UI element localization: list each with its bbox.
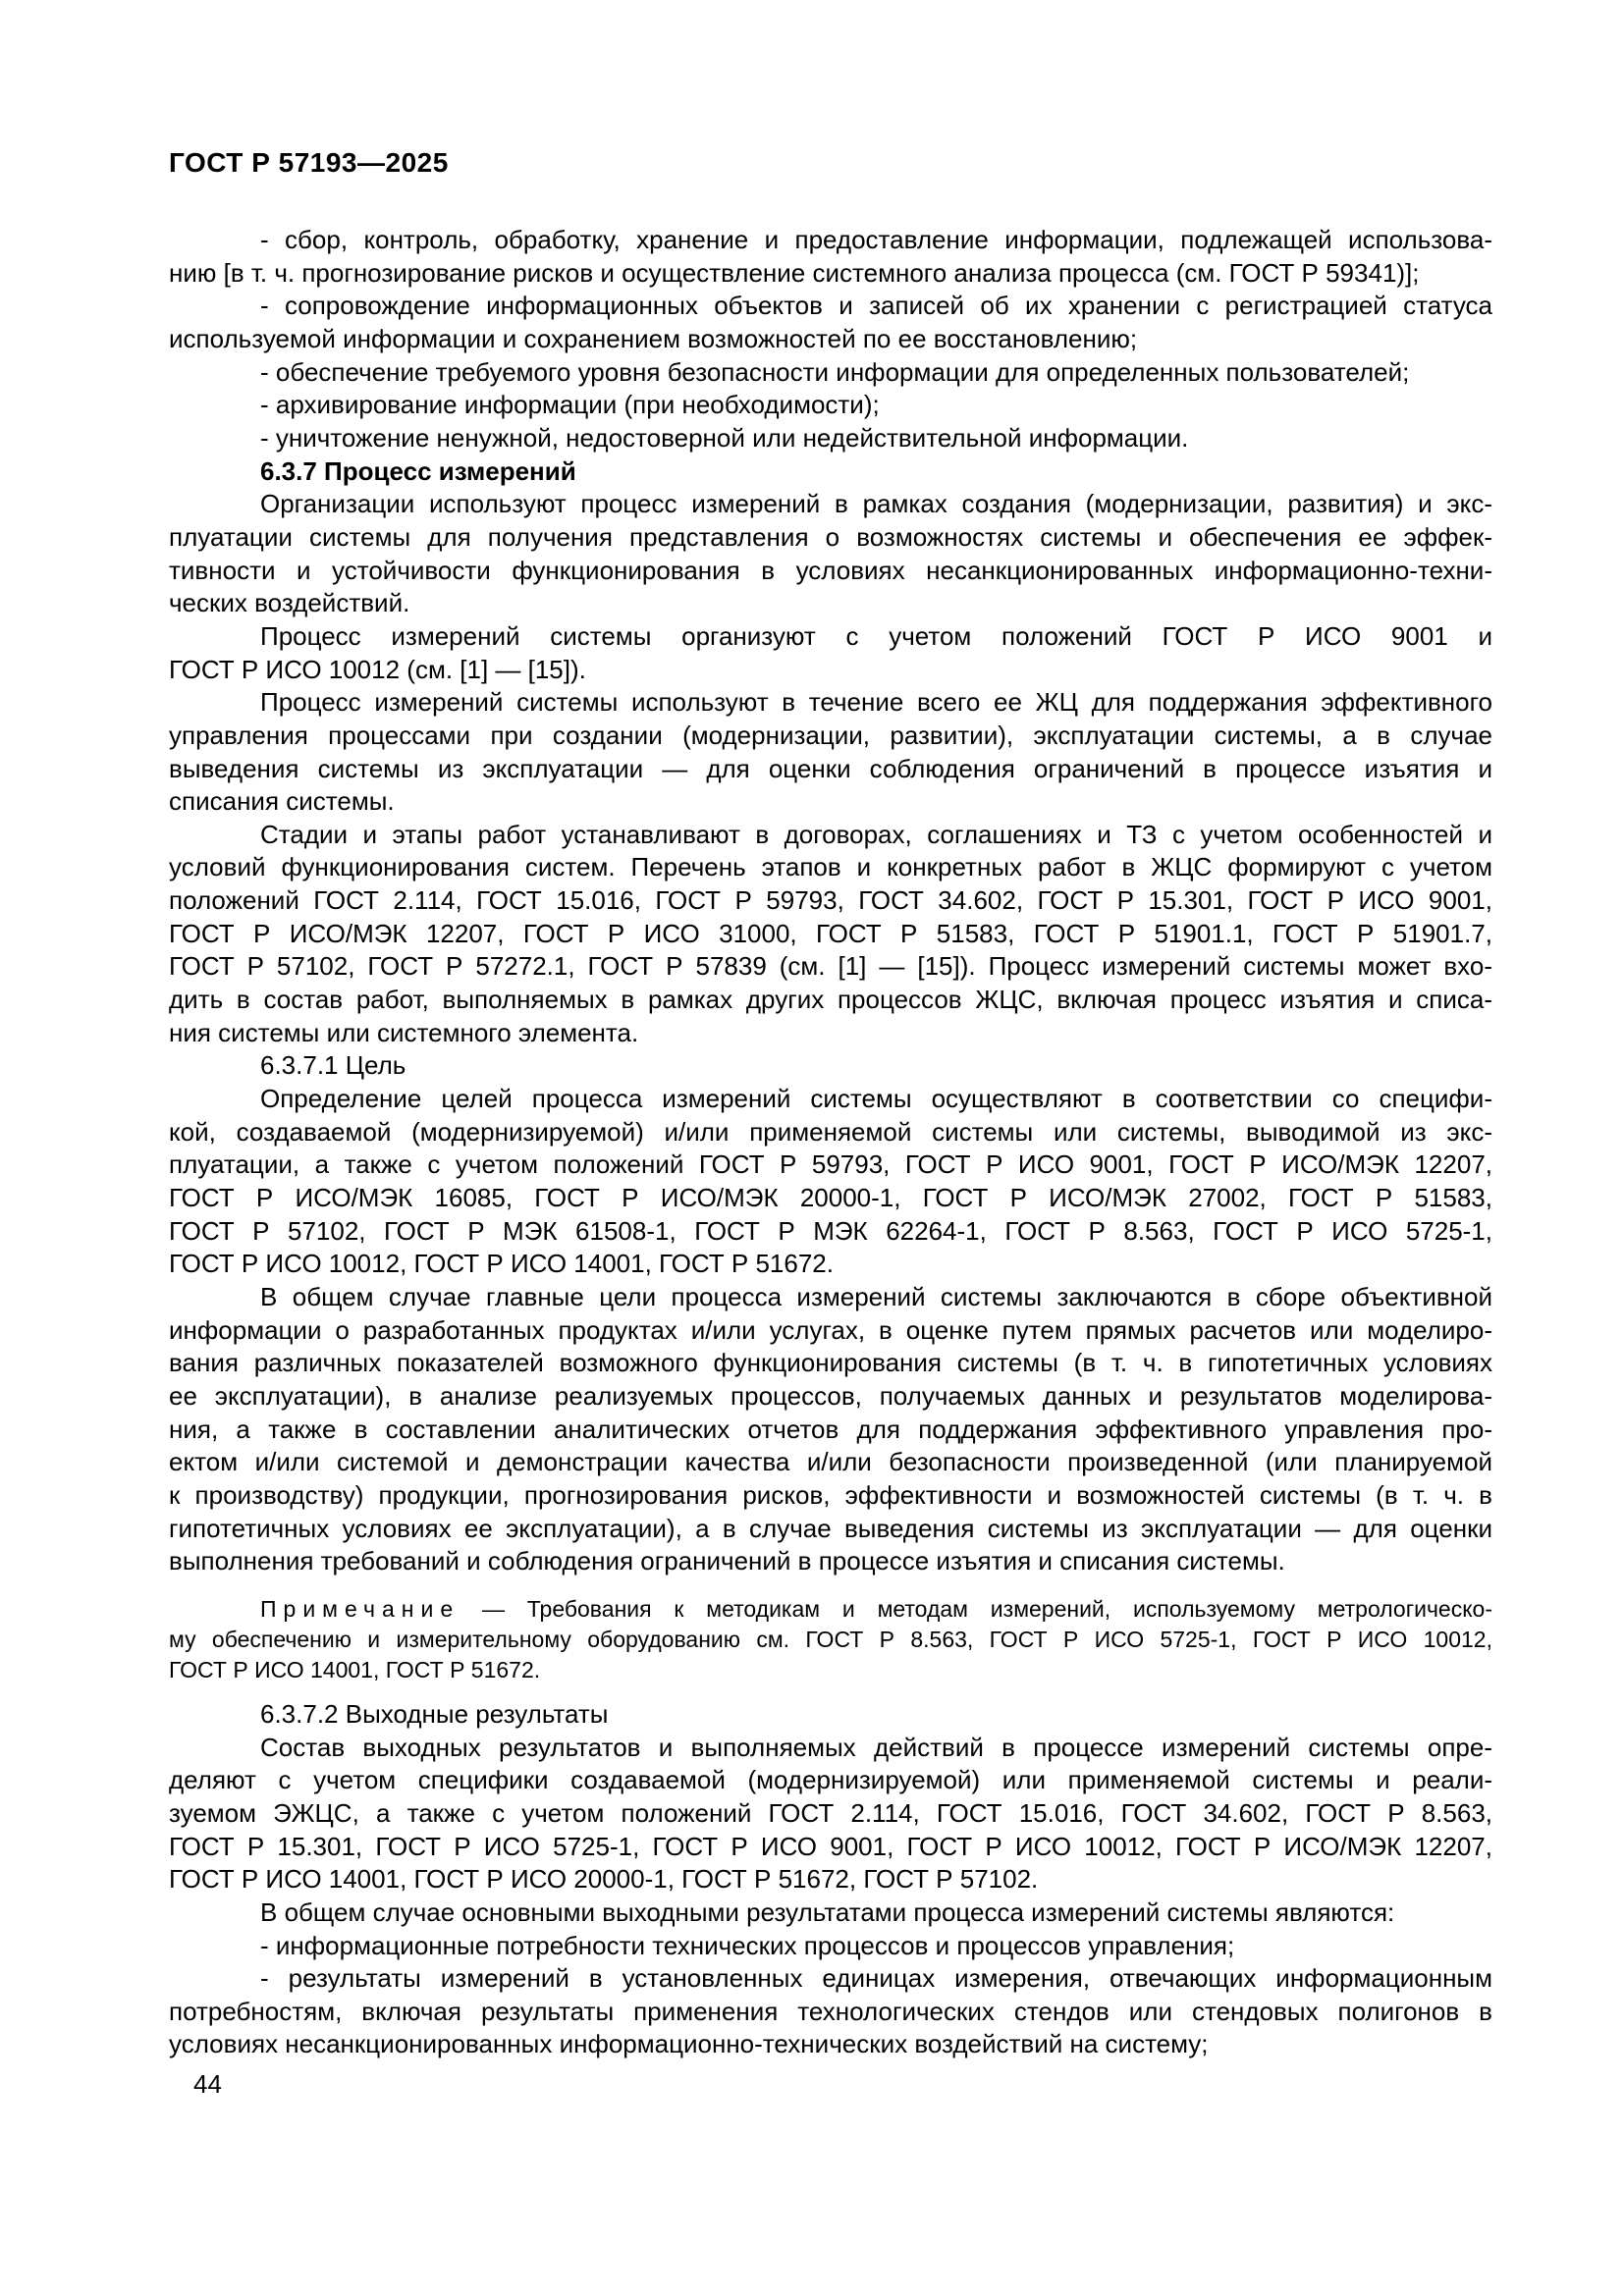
subsection-heading-6-3-7-2: 6.3.7.2 Выходные результаты <box>260 1698 609 1729</box>
page-number: 44 <box>193 2069 222 2099</box>
text-line: нию [в т. ч. прогнозирование рисков и осуществление системного анализа процесса (см. ГОСТ Р 59341)]; <box>169 257 1420 288</box>
text-line: ГОСТ Р ИСО/МЭК 16085, ГОСТ Р ИСО/МЭК 20000-1, ГОСТ Р ИСО/МЭК 27002, ГОСТ Р 51583, <box>169 1183 1492 1213</box>
text-line: ГОСТ Р 57102, ГОСТ Р МЭК 61508-1, ГОСТ Р МЭК 62264-1, ГОСТ Р 8.563, ГОСТ Р ИСО 5725-1, <box>169 1215 1492 1246</box>
list-item-line: - обеспечение требуемого уровня безопасности информации для определенных пользователей; <box>260 356 1410 387</box>
text-line: вания различных показателей возможного функционирования системы (в т. ч. в гипотетичных условиях <box>169 1348 1492 1378</box>
text-line: управления процессами при создании (модернизации, развитии), эксплуатации системы, а в случае <box>169 720 1492 750</box>
running-header-standard-number: ГОСТ Р 57193—2025 <box>169 147 449 178</box>
note-first-line <box>169 1594 1492 1625</box>
text-line: условиях несанкционированных информационно-технических воздействий на систему; <box>169 2029 1209 2059</box>
text-line: Процесс измерений системы организуют с учетом положений ГОСТ Р ИСО 9001 и <box>260 620 1492 651</box>
text-line: используемой информации и сохранением возможностей по ее восстановлению; <box>169 323 1138 353</box>
text-line: Определение целей процесса измерений системы осуществляют в соответствии со специфи- <box>260 1084 1492 1114</box>
text-line: ческих воздействий. <box>169 588 410 618</box>
list-item-line: - архивирование информации (при необходимости); <box>260 390 880 420</box>
text-line: ГОСТ Р ИСО 14001, ГОСТ Р ИСО 20000-1, ГОСТ Р 51672, ГОСТ Р 57102. <box>169 1864 1039 1895</box>
text-line: ГОСТ Р 15.301, ГОСТ Р ИСО 5725-1, ГОСТ Р ИСО 9001, ГОСТ Р ИСО 10012, ГОСТ Р ИСО/МЭК 12207, <box>169 1831 1492 1861</box>
text-line: ния системы или системного элемента. <box>169 1017 639 1047</box>
text-line: ее эксплуатации), в анализе реализуемых процессов, получаемых данных и результатов моделирова- <box>169 1380 1492 1411</box>
note-text-line: — Требования к методикам и методам измерений, используемому метрологическо- <box>460 1595 1492 1622</box>
text-line: ГОСТ Р ИСО 10012 (см. [1] — [15]). <box>169 654 586 684</box>
note-block <box>169 1594 1492 1685</box>
text-line: ГОСТ Р ИСО/МЭК 12207, ГОСТ Р ИСО 31000, ГОСТ Р 51583, ГОСТ Р 51901.1, ГОСТ Р 51901.7, <box>169 918 1492 948</box>
note-text-line: му обеспечению и измерительному оборудованию см. ГОСТ Р 8.563, ГОСТ Р ИСО 5725-1, ГОСТ Р ИСО 10012, <box>169 1626 1492 1652</box>
text-line: кой, создаваемой (модернизируемой) и/или применяемой системы или системы, выводимой из экс- <box>169 1116 1492 1147</box>
body-text-block <box>169 224 1492 2061</box>
text-line: ектом и/или системой и демонстрации качества и/или безопасности произведенной (или планируемой <box>169 1447 1492 1477</box>
list-item-line: - сопровождение информационных объектов и записей об их хранении с регистрацией статуса <box>260 291 1492 321</box>
text-line: дить в состав работ, выполняемых в рамках других процессов ЖЦС, включая процесс изъятия и списа- <box>169 985 1492 1015</box>
text-line: В общем случае основными выходными результатами процесса измерений системы являются: <box>260 1896 1395 1927</box>
note-text-line: ГОСТ Р ИСО 14001, ГОСТ Р 51672. <box>169 1656 541 1682</box>
text-line: Процесс измерений системы используют в течение всего ее ЖЦ для поддержания эффективного <box>260 687 1492 718</box>
text-line: зуемом ЭЖЦС, а также с учетом положений ГОСТ 2.114, ГОСТ 15.016, ГОСТ 34.602, ГОСТ Р 8.563, <box>169 1797 1492 1828</box>
text-line: условий функционирования систем. Перечень этапов и конкретных работ в ЖЦС формируют с учетом <box>169 852 1492 882</box>
text-line: деляют с учетом специфики создаваемой (модернизируемой) или применяемой системы и реали- <box>169 1765 1492 1795</box>
list-item-line: - сбор, контроль, обработку, хранение и предоставление информации, подлежащей использова- <box>260 225 1492 254</box>
subsection-heading-6-3-7-1: 6.3.7.1 Цель <box>260 1050 406 1081</box>
text-line: В общем случае главные цели процесса измерений системы заключаются в сборе объективной <box>260 1282 1492 1311</box>
text-line: Состав выходных результатов и выполняемых действий в процессе измерений системы опре- <box>260 1732 1492 1762</box>
list-item-line: - результаты измерений в установленных единицах измерения, отвечающих информационным <box>260 1963 1492 1994</box>
text-line: потребностям, включая результаты применения технологических стендов или стендовых полигонов в <box>169 1996 1492 2026</box>
section-heading-6-3-7: 6.3.7 Процесс измерений <box>260 455 576 486</box>
text-line: положений ГОСТ 2.114, ГОСТ 15.016, ГОСТ Р 59793, ГОСТ 34.602, ГОСТ Р 15.301, ГОСТ Р ИСО 9001, <box>169 885 1492 916</box>
text-line: плуатации системы для получения представления о возможностях системы и обеспечения ее эффек- <box>169 521 1492 552</box>
text-line: плуатации, а также с учетом положений ГОСТ Р 59793, ГОСТ Р ИСО 9001, ГОСТ Р ИСО/МЭК 12207, <box>169 1149 1492 1180</box>
text-line: выполнения требований и соблюдения ограничений в процессе изъятия и списания системы. <box>169 1546 1285 1576</box>
text-line: тивности и устойчивости функционирования в условиях несанкционированных информационно-техни- <box>169 555 1492 585</box>
text-line: Организации используют процесс измерений в рамках создания (модернизации, развития) и экс- <box>260 489 1492 519</box>
text-line: списания системы. <box>169 786 395 817</box>
list-item-line: - информационные потребности технических процессов и процессов управления; <box>260 1930 1235 1960</box>
note-label: Примечание <box>260 1595 460 1622</box>
text-line: Стадии и этапы работ устанавливают в договорах, соглашениях и ТЗ с учетом особенностей и <box>260 819 1492 849</box>
text-line: ГОСТ Р ИСО 10012, ГОСТ Р ИСО 14001, ГОСТ Р 51672. <box>169 1249 834 1279</box>
text-line: выведения системы из эксплуатации — для оценки соблюдения ограничений в процессе изъятия и <box>169 753 1492 783</box>
list-item-line: - уничтожение ненужной, недостоверной или недействительной информации. <box>260 422 1189 453</box>
text-line: информации о разработанных продуктах и/или услугах, в оценке путем прямых расчетов или моделиро- <box>169 1314 1492 1345</box>
text-line: ГОСТ Р 57102, ГОСТ Р 57272.1, ГОСТ Р 57839 (см. [1] — [15]). Процесс измерений системы может вхо- <box>169 951 1492 982</box>
text-line: гипотетичных условиях ее эксплуатации), а в случае выведения системы из эксплуатации — для оценки <box>169 1513 1492 1543</box>
text-line: к производству) продукции, прогнозирования рисков, эффективности и возможностей системы (в т. ч. в <box>169 1479 1492 1510</box>
text-line: ния, а также в составлении аналитических отчетов для поддержания эффективного управления про- <box>169 1414 1492 1444</box>
